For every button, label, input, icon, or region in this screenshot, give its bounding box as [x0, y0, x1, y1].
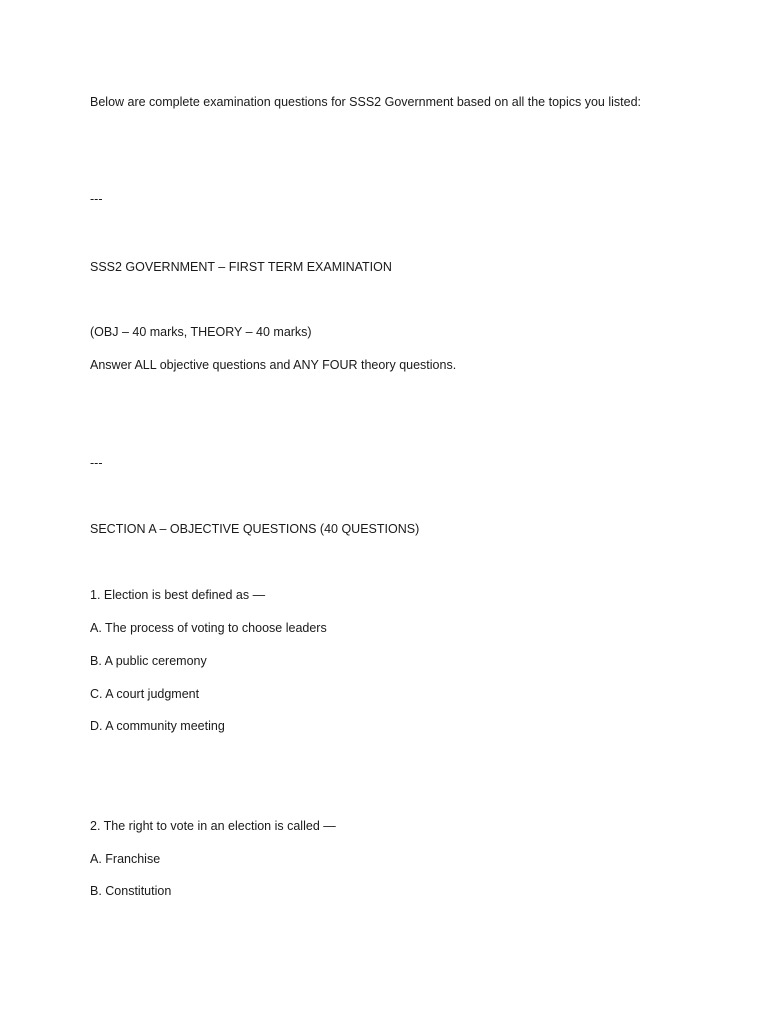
separator: ---	[90, 192, 103, 206]
instructions: Answer ALL objective questions and ANY FOUR theory questions.	[90, 358, 457, 372]
question-option: C. A court judgment	[90, 687, 200, 701]
separator: ---	[90, 456, 103, 470]
section-heading: SECTION A – OBJECTIVE QUESTIONS (40 QUESTIONS)	[90, 522, 420, 536]
question-stem: 1. Election is best defined as —	[90, 588, 266, 602]
question-option: D. A community meeting	[90, 719, 225, 733]
question-stem: 2. The right to vote in an election is called —	[90, 819, 336, 833]
question-option: B. Constitution	[90, 884, 172, 898]
marks-info: (OBJ – 40 marks, THEORY – 40 marks)	[90, 325, 312, 339]
exam-title: SSS2 GOVERNMENT – FIRST TERM EXAMINATION	[90, 260, 392, 274]
question-option: A. Franchise	[90, 852, 161, 866]
intro-text: Below are complete examination questions for SSS2 Government based on all the topics you listed:	[90, 95, 642, 109]
question-option: A. The process of voting to choose leaders	[90, 621, 327, 635]
question-option: B. A public ceremony	[90, 654, 207, 668]
